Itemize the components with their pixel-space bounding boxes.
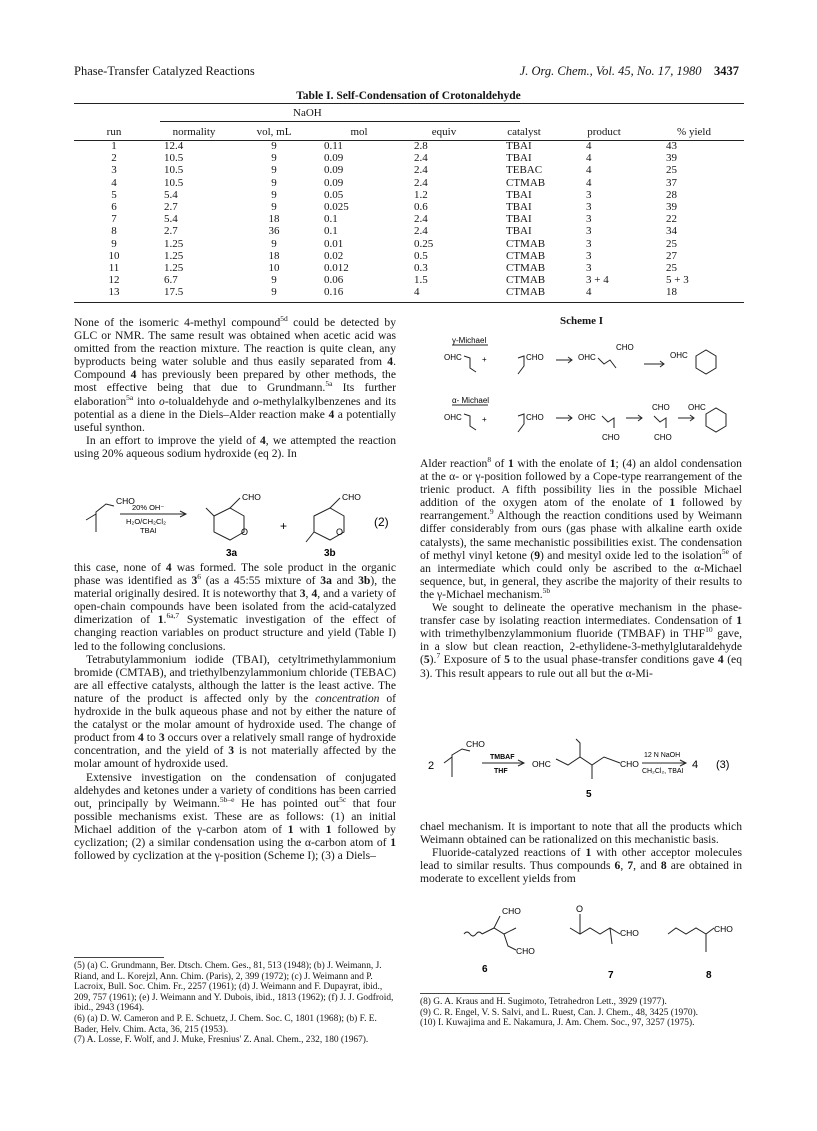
equation-number: (2) [374, 515, 389, 529]
table-group-header: NaOH [293, 107, 322, 119]
table-cell: TBAI [506, 188, 532, 201]
table-cell: 22 [666, 213, 677, 226]
table-cell: 0.16 [324, 286, 344, 299]
journal-citation [520, 64, 739, 79]
table-cell: 25 [666, 237, 677, 250]
table-cell: CTMAB [506, 249, 546, 262]
table-row [74, 189, 744, 201]
bond-line [464, 414, 476, 430]
column-header: normality [172, 126, 216, 138]
table-cell: TBAI [506, 200, 532, 213]
reagent-bottom: CH₂Cl₂, TBAI [642, 768, 684, 775]
table-cell: 28 [666, 188, 677, 201]
paragraph: Extensive investigation on the condensation of conjugated aldehydes and ketones under a variety of conditions has been carried out, principally by Weimann.$^{5b-e}$ He has pointed out$^{5c}$ that four possible mechanisms exist. These are as follows: (1) an initial Michael addition of the γ-carbon atom of 1 with 1 followed by cyclization; (2) a similar condensation using the α-carbon atom of 1 followed by cyclization at the γ-position (Scheme I); (3) a Diels– [74, 770, 396, 863]
running-title: Phase-Transfer Catalyzed Reactions [74, 64, 255, 78]
column-header: run [106, 126, 122, 138]
data-table [74, 124, 744, 298]
table-cell: 37 [666, 176, 677, 189]
ohc-label: OHC [532, 759, 551, 769]
table-cell: 9 [271, 152, 277, 165]
table-cell: 2.4 [414, 176, 428, 189]
compounds-6-7-8 [420, 900, 742, 982]
oxygen-label: O [241, 527, 249, 537]
table-cell: 1.25 [164, 237, 184, 250]
cho-label: CHO [342, 492, 361, 502]
cho-label: CHO [502, 906, 521, 916]
plus-sign: + [280, 519, 288, 533]
table-cell: 18 [666, 286, 677, 299]
table-cell: 0.6 [414, 200, 428, 213]
cho-label: CHO [620, 928, 639, 938]
footnote: (8) G. A. Kraus and H. Sugimoto, Tetrahedron Lett., 3929 (1977). [420, 997, 667, 1007]
left-column-top [74, 316, 396, 460]
table-cell: 9 [111, 237, 117, 250]
table-row [74, 164, 744, 176]
table-cell: TEBAC [506, 164, 543, 177]
table-cell: TBAI [506, 140, 532, 152]
bond-line [518, 356, 524, 374]
bond-line [654, 416, 666, 428]
compound-label-6: 6 [482, 964, 488, 975]
table-cell: 0.025 [324, 200, 349, 213]
bond-line [504, 934, 516, 950]
compound-label-3b: 3b [324, 548, 336, 559]
table-bottom-rule [74, 302, 744, 303]
cho-label: CHO [466, 739, 485, 749]
reagent-catalyst: TBAI [140, 526, 157, 535]
cho-label: CHO [116, 496, 135, 506]
wavy-bond [464, 932, 482, 936]
scheme-title: Scheme I [560, 315, 604, 327]
bond-line [482, 928, 516, 934]
coefficient: 2 [428, 760, 435, 772]
table-cell: 12 [108, 274, 120, 287]
reagent-top: 12 N NaOH [644, 752, 681, 759]
table-cell: 6 [111, 200, 117, 213]
table-cell: 1 [111, 140, 117, 152]
cho-label: CHO [714, 924, 733, 934]
right-column-bottom [420, 820, 742, 885]
reagent-bottom: H₂O/CH₂Cl₂ [126, 517, 166, 526]
paragraph: None of the isomeric 4-methyl compound$^{5d}$ could be detected by GLC or NMR. The same result was obtained when acetic acid was omitted from the reaction mixture. The reaction is quite clean, any byproducts being water soluble and thus easily separated from 4. Compound 4 has previously been prepared by other methods, the most effective being that due to Grundmann.$^{5a}$ Its further elaboration$^{5a}$ into o-tolualdehyde and o-methylalkylbenzenes and its potential as a diene in the Diels–Alder reaction make 4 a potentially useful synthon. [74, 314, 397, 434]
table-cell: 12.4 [164, 140, 184, 152]
cho-label: CHO [526, 353, 544, 362]
table-cell: 2.4 [414, 164, 428, 177]
table-cell: 9 [271, 164, 277, 177]
table-cell: CTMAB [506, 286, 546, 299]
equation-2-scheme [74, 490, 396, 562]
ohc-label: OHC [688, 403, 706, 412]
gamma-michael-label: γ-Michael [452, 336, 487, 345]
left-column-bottom [74, 561, 396, 862]
plus-sign: + [482, 355, 487, 364]
table-cell: 9 [271, 176, 277, 189]
bond-line [576, 739, 580, 757]
page-number: 3437 [714, 64, 739, 78]
compound-label-7: 7 [608, 970, 614, 981]
table-cell: 0.01 [324, 237, 344, 250]
table-cell: 0.25 [414, 237, 434, 250]
footnote: (7) A. Losse, F. Wolf, and J. Muke, Fresnius' Z. Anal. Chem., 232, 180 (1967). [74, 1035, 369, 1046]
bond-line [86, 514, 96, 520]
table-cell: 3 [586, 200, 592, 213]
paragraph: In an effort to improve the yield of 4, we attempted the reaction using 20% aqueous sodium hydroxide (eq 2). In [74, 433, 396, 460]
paragraph: We sought to delineate the operative mechanism in the phase-transfer case by isolating reaction intermediates. Condensation of 1 with trimethylbenzylammonium fluoride (TMBAF) in THF$^{10}$ gave, in a slow but clean reaction, 2-ethylidene-3-methylglutaraldehyde (5).$^7$ Exposure of 5 to the usual phase-transfer conditions gave 4 (eq 3). This result appears to rule out all but the α-Mi- [420, 601, 743, 680]
footnote: (10) I. Kuwajima and E. Nakamura, J. Am. Chem. Soc., 97, 3257 (1975). [420, 1018, 695, 1029]
table-cell: 13 [108, 286, 120, 299]
table-cell: 0.09 [324, 164, 344, 177]
cho-label: CHO [516, 946, 535, 956]
table-cell: 2.4 [414, 213, 428, 226]
bond-line [306, 532, 314, 542]
bond-line [96, 504, 114, 532]
table-caption: Table I. Self-Condensation of Crotonaldehyde [296, 90, 521, 102]
equation-number: (3) [716, 759, 730, 771]
footnote-rule [420, 993, 510, 994]
cho-label: CHO [652, 403, 670, 412]
ohc-label: OHC [578, 413, 596, 422]
table-cell: 4 [111, 176, 117, 189]
ring-product [706, 408, 726, 432]
table-cell: 3 [586, 249, 592, 262]
table-cell: CTMAB [506, 176, 546, 189]
table-cell: 9 [271, 140, 277, 152]
paragraph: Tetrabutylammonium iodide (TBAI), cetyltrimethylammonium bromide (CMTAB), and triethylbenzylammonium chloride (TEBAC) are all effective catalysts, although the latter is the least active. The nature of the product is affected only by the concentration of hydroxide in the bulk aqueous phase and not by either the nature of the catalyst or the molar amount of hydroxide used. The change of product from 4 to 3 occurs over a relatively small range of hydroxide concentration, and the yield of 3 is not materially affected by the molar amount of hydroxide used. [74, 652, 397, 771]
table-cell: 5 + 3 [666, 274, 689, 287]
bond-line [598, 358, 616, 368]
table-top-rule [74, 103, 744, 104]
table-row [74, 250, 744, 262]
table-cell: 9 [271, 200, 277, 213]
alpha-michael-label: α- Michael [452, 396, 490, 405]
table-cell: 1.5 [414, 274, 428, 287]
table-cell: 10 [268, 261, 280, 274]
journal-name: J. Org. Chem., Vol. 45, No. 17, 1980 [519, 64, 702, 78]
product-label: 4 [692, 759, 699, 771]
column-header: product [587, 126, 621, 138]
bond-line [610, 928, 612, 944]
table-cell: 0.09 [324, 152, 344, 165]
table-cell: 4 [586, 176, 592, 189]
table-cell: 25 [666, 164, 677, 177]
table-cell: 3 [586, 188, 592, 201]
table-cell: 4 [586, 164, 592, 177]
table-cell: 3 [111, 164, 117, 177]
table-cell: TBAI [506, 213, 532, 226]
bond-line [668, 928, 714, 934]
table-cell: 17.5 [164, 286, 184, 299]
table-cell: TBAI [506, 225, 532, 238]
table-cell: 0.5 [414, 249, 428, 262]
table-cell: 2.4 [414, 152, 428, 165]
table-cell: 9 [271, 237, 277, 250]
table-cell: 1.25 [164, 261, 184, 274]
group-header-rule [160, 121, 520, 122]
table-cell: 4 [586, 140, 592, 152]
table-cell: 1.2 [414, 188, 428, 201]
table-row [74, 225, 744, 237]
footnotes-right [420, 997, 742, 1029]
compound-label-5: 5 [586, 789, 592, 800]
plus-sign: + [482, 415, 487, 424]
reagent-top: 20% OH⁻ [132, 503, 165, 512]
bond-line [556, 757, 620, 765]
table-cell: 2.4 [414, 225, 428, 238]
table-cell: 0.1 [324, 225, 338, 238]
table-body [74, 140, 744, 298]
ohc-label: OHC [670, 351, 688, 360]
table-cell: 0.11 [324, 140, 343, 152]
table-cell: 34 [666, 225, 677, 238]
table-cell: 3 [586, 213, 592, 226]
column-header: equiv [431, 126, 457, 138]
table-cell: 0.05 [324, 188, 344, 201]
bond-line [494, 916, 500, 928]
paragraph: Fluoride-catalyzed reactions of 1 with other acceptor molecules lead to similar results. Thus compounds 6, 7, and 8 are obtained in moderate to excellent yields from [420, 846, 742, 886]
footnote: (5) (a) C. Grundmann, Ber. Dtsch. Chem. Ges., 81, 513 (1948); (b) J. Weimann, J. Riand, and L. Korejzl, Ann. Chim. (Paris), 2, 399 (1972); (c) J. Weimann and P. Lacroix, Bull. Soc. Chim. Fr., 2257 (1961); (d) J. Weimann and F. Dupayrat, ibid., 209, 757 (1961); (e) J. Weimann and Y. Dubois, ibid., 1813 (1962); (f) J. J. Godfroid, ibid., 2943 (1964). [74, 961, 394, 1014]
bond-line [464, 356, 476, 372]
compound-label-8: 8 [706, 970, 712, 981]
table-header-row [74, 124, 744, 140]
table-cell: 3 [586, 261, 592, 274]
table-cell: 3 + 4 [586, 274, 609, 287]
table-cell: 39 [666, 152, 677, 165]
table-cell: 4 [586, 152, 592, 165]
table-cell: 10.5 [164, 164, 184, 177]
scheme-1-diagram [420, 330, 742, 446]
table-cell: 43 [666, 140, 677, 152]
right-column-top [420, 457, 742, 680]
table-row [74, 177, 744, 189]
table-cell: 11 [108, 261, 120, 274]
table-cell: TBAI [506, 152, 532, 165]
table-row [74, 201, 744, 213]
footnote: (9) C. R. Engel, V. S. Salvi, and L. Ruest, Can. J. Chem., 48, 3425 (1970). [420, 1007, 699, 1018]
table-cell: 10.5 [164, 152, 184, 165]
equation-3-scheme [420, 735, 742, 807]
column-header: vol, mL [256, 126, 292, 138]
paragraph: chael mechanism. It is important to note that all the products which Weimann obtained can be rationalized on this mechanistic basis. [420, 820, 742, 847]
table-cell: 0.012 [324, 261, 349, 274]
cho-label: CHO [616, 343, 634, 352]
cho-label: CHO [654, 433, 672, 442]
cho-label: CHO [526, 413, 544, 422]
table-cell: 25 [666, 261, 677, 274]
footnotes-left [74, 961, 396, 1046]
paragraph: this case, none of 4 was formed. The sole product in the organic phase was identified as $3^6$ (as a 45:55 mixture of 3a and 3b), the material originally desired. It is noteworthy that 3, 4, and a variety of open-chain compounds have been isolated from the acid-catalyzed dimerization of 1.$^{6a,7}$ Systematic investigation of the effect of changing reaction variables on product structure and yield (Table I) led to the following conclusions. [74, 561, 397, 653]
table-row [74, 238, 744, 250]
column-header: % yield [677, 126, 711, 138]
table-cell: 8 [111, 225, 117, 238]
table-cell: 6.7 [164, 274, 178, 287]
table-cell: 9 [271, 188, 277, 201]
table-cell: 2 [111, 152, 117, 165]
bond-line [330, 498, 340, 508]
table-cell: 3 [586, 225, 592, 238]
column-header: catalyst [507, 126, 541, 138]
footnote-rule [74, 957, 164, 958]
ring-product [696, 350, 716, 374]
ohc-label: OHC [444, 353, 462, 362]
ohc-label: OHC [578, 353, 596, 362]
table-cell: CTMAB [506, 261, 546, 274]
bond-line [230, 498, 240, 508]
table-cell: 39 [666, 200, 677, 213]
table-cell: 9 [271, 274, 277, 287]
table-cell: 0.06 [324, 274, 344, 287]
table-cell: 5.4 [164, 213, 178, 226]
table-cell: 10 [108, 249, 120, 262]
bond-line [444, 757, 452, 763]
table-cell: 18 [268, 249, 280, 262]
table-cell: 0.1 [324, 213, 338, 226]
ring-3a [214, 508, 244, 540]
table-row [74, 262, 744, 274]
ohc-label: OHC [444, 413, 462, 422]
table-header-rule [74, 140, 744, 141]
table-cell: 4 [586, 286, 592, 299]
table-cell: 1.25 [164, 249, 184, 262]
table-row [74, 213, 744, 225]
cho-label: CHO [620, 759, 639, 769]
reagent-bottom: THF [494, 768, 508, 775]
bond-line [206, 508, 214, 516]
ketone-oxygen: O [576, 904, 584, 914]
table-row [74, 286, 744, 298]
table-cell: 5 [111, 188, 117, 201]
table-cell: CTMAB [506, 274, 546, 287]
cho-label: CHO [242, 492, 261, 502]
table-cell: 4 [414, 286, 420, 299]
bond-line [602, 416, 614, 428]
table-cell: 2.8 [414, 140, 428, 152]
footnote: (6) (a) D. W. Cameron and P. E. Schuetz, J. Chem. Soc. C, 1801 (1968); (b) F. E. Bader, Helv. Chim. Acta, 36, 215 (1953). [74, 1013, 377, 1035]
cho-label: CHO [602, 433, 620, 442]
table-cell: 9 [271, 286, 277, 299]
bond-line [518, 414, 524, 432]
table-cell: 7 [111, 213, 117, 226]
table-cell: 0.3 [414, 261, 428, 274]
table-cell: 10.5 [164, 176, 184, 189]
table-row [74, 152, 744, 164]
table-cell: 0.09 [324, 176, 344, 189]
paragraph: Alder reaction$^8$ of 1 with the enolate of 1; (4) an aldol condensation at the α- or γ-position followed by a Cope-type rearrangement of the trienic product. A fifth possibility lies in the possible Michael addition of the oxygen atom of the enolate of 1 followed by rearrangement.$^9$ Although the reaction conditions used by Weimann differ considerably from ours (gas phase with alkaline earth oxide catalysts), the same mechanistic possibilities exist. The condensation of methyl vinyl ketone (9) and mesityl oxide led to the isolation$^{5e}$ of an intermediate which could only be ascribed to the α-Michael sequence, but, in general, they ascribe the majority of their results to the γ-Michael mechanism.$^{5b}$ [420, 455, 743, 601]
compound-label-3a: 3a [226, 548, 238, 559]
column-header: mol [350, 126, 368, 138]
bond-line [452, 749, 470, 777]
table-cell: 3 [586, 237, 592, 250]
table-cell: 2.7 [164, 200, 178, 213]
table-cell: 27 [666, 249, 677, 262]
table-cell: 0.02 [324, 249, 344, 262]
table-cell: CTMAB [506, 237, 546, 250]
table-cell: 2.7 [164, 225, 178, 238]
bond-line [570, 928, 620, 934]
table-row [74, 274, 744, 286]
table-cell: 36 [268, 225, 280, 238]
table-cell: 5.4 [164, 188, 178, 201]
oxygen-label: O [336, 527, 344, 537]
table-row [74, 140, 744, 152]
reagent-top: TMBAF [490, 754, 515, 761]
table-cell: 18 [268, 213, 280, 226]
